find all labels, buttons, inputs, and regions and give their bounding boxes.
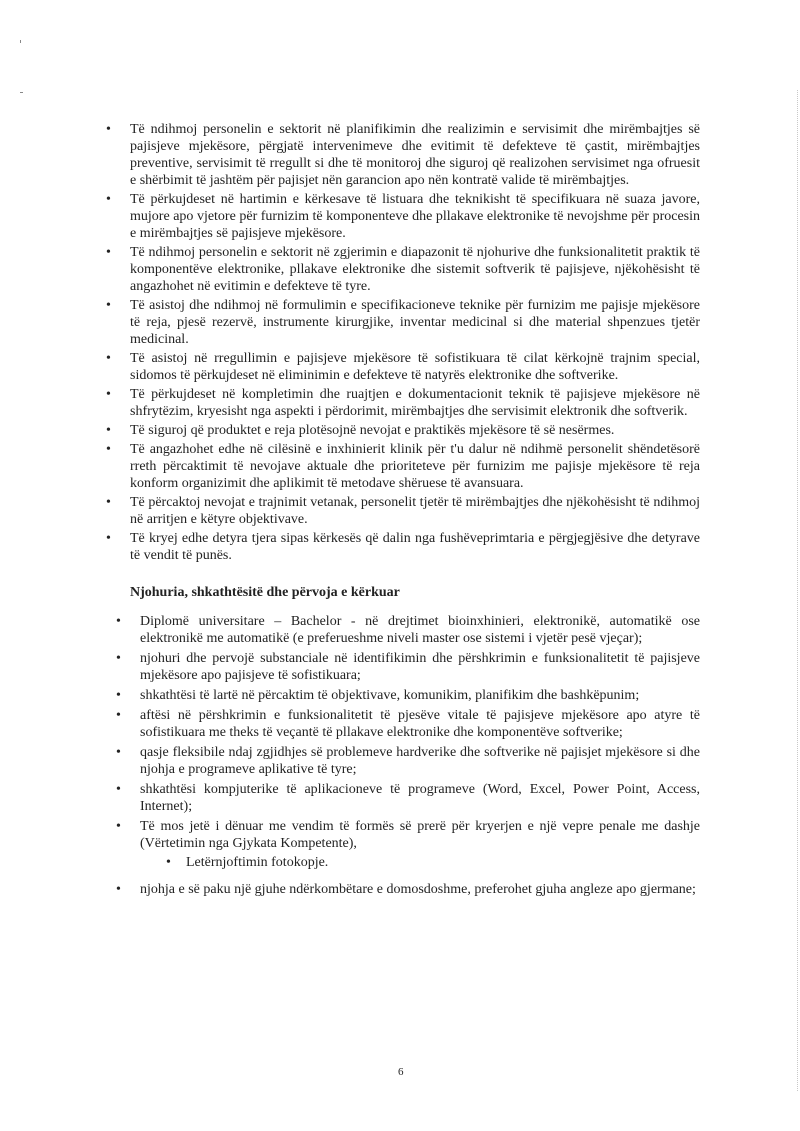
section-heading: Njohuria, shkathtësitë dhe përvoja e kërkuar <box>130 585 400 600</box>
list-item: • Të ndihmoj personelin e sektorit në zgjerimin e diapazonit të njohurive dhe funksionalitetit praktik të komponentëve elektronike, pllakave elektronike dhe sistemit softverik të pajisjeve, njëkohësisht të angazhohet në evitimin e defekteve të tyre. <box>130 244 700 295</box>
list-item: • Të asistoj në rregullimin e pajisjeve mjekësore të sofistikuara të cilat kërkojnë trajnim special, sidomos të përkujdeset në eliminimin e defekteve të natyrës elektronike dhe softverike. <box>130 350 700 384</box>
list-item: • Të përkujdeset në kompletimin dhe ruajtjen e dokumentacionit teknik të pajisjeve mjekësore në shfrytëzim, kryesisht nga aspekti i përdorimit, mirëmbajtjes dhe servisimit elektronik dhe softverik. <box>130 386 700 420</box>
list-item: • aftësi në përshkrimin e funksionalitetit të pjesëve vitale të pajisjeve mjekësore apo atyre të sofistikuara me theks të veçantë të pllakave elektronike dhe komponentëve softverike; <box>140 707 700 741</box>
list-item: • shkathtësi kompjuterike të aplikacioneve të programeve (Word, Excel, Power Point, Access, Internet); <box>140 781 700 815</box>
list-item: • Të siguroj që produktet e reja plotësojnë nevojat e praktikës mjekësore të së nesërmes. <box>130 422 700 439</box>
page-edge <box>796 90 798 1091</box>
duties-list <box>130 121 700 564</box>
list-item <box>140 818 700 871</box>
list-item: • njohuri dhe pervojë substanciale në identifikimin dhe përshkrimin e funksionalitetit të pajisjeve mjekësore apo pajisjeve të sofistikuara; <box>140 650 700 684</box>
requirements-list <box>140 613 700 898</box>
sub-list-item: • Letërnjoftimin fotokopje. <box>186 854 700 871</box>
page-number: 6 <box>398 1066 404 1078</box>
scan-mark-bottom <box>20 92 23 93</box>
list-item: • Të asistoj dhe ndihmoj në formulimin e specifikacioneve teknike për furnizim me pajisje mjekësore të reja, pjesë rezervë, instrumente kirurgjike, inventar medicinal si dhe material shpenzues tjetër medicinal. <box>130 297 700 348</box>
list-item: • Të përkujdeset në hartimin e kërkesave të listuara dhe teknikisht të specifikuara në suaza javore, mujore apo vjetore për furnizim të komponenteve dhe pllakave elektronike të nevojshme për procesin e mirëmbajtjes së pajisjeve mjekësore. <box>130 191 700 242</box>
list-item: • Të përcaktoj nevojat e trajnimit vetanak, personelit tjetër të mirëmbajtjes dhe njëkohësisht të ndihmoj në arritjen e këtyre objektivave. <box>130 494 700 528</box>
list-item: • Të kryej edhe detyra tjera sipas kërkesës që dalin nga fushëveprimtaria e përgjegjësive dhe detyrave të vendit të punës. <box>130 530 700 564</box>
list-item: • Të ndihmoj personelin e sektorit në planifikimin dhe realizimin e servisimit dhe mirëmbajtjes së pajisjeve mjekësore, përgjatë intervenimeve dhe evitimit të defekteve të çastit, mirëmbajtjes preventive, servisimit të rregullt si dhe të monitoroj dhe siguroj që realizohen servisimet nga ofruesit e shërbimit të jashtëm për pajisjet nën garancion apo nën kontratë valide të mirëmbajtjes. <box>130 121 700 189</box>
list-item: • shkathtësi të lartë në përcaktim të objektivave, komunikim, planifikim dhe bashkëpunim; <box>140 687 700 704</box>
list-item: • Të angazhohet edhe në cilësinë e inxhinierit klinik për t'u dalur në ndihmë personelit shëndetësorë rreth përcaktimit të nevojave aktuale dhe prioriteteve për furnizim me pajisje mjekësore të reja konform organizimit dhe aplikimit të metodave shëruese të avansuara. <box>130 441 700 492</box>
scan-mark-top <box>20 40 21 43</box>
document-body <box>130 121 700 901</box>
list-item-text: Të mos jetë i dënuar me vendim të formës së prerë për kryerjen e një vepre penale me dashje (Vërtetimin nga Gjykata Kompetente), <box>140 819 700 851</box>
list-item: • qasje fleksibile ndaj zgjidhjes së problemeve hardverike dhe softverike në pajisjet mjekësore si dhe njohja e programeve aplikative të tyre; <box>140 744 700 778</box>
list-item: • njohja e së paku një gjuhe ndërkombëtare e domosdoshme, preferohet gjuha angleze apo gjermane; <box>140 881 700 898</box>
sub-list <box>186 854 700 871</box>
list-item: • Diplomë universitare – Bachelor - në drejtimet bioinxhinieri, elektronikë, automatikë ose elektronikë me automatikë (e preferueshme niveli master ose sistemi i vjetër pesë vjeçar); <box>140 613 700 647</box>
